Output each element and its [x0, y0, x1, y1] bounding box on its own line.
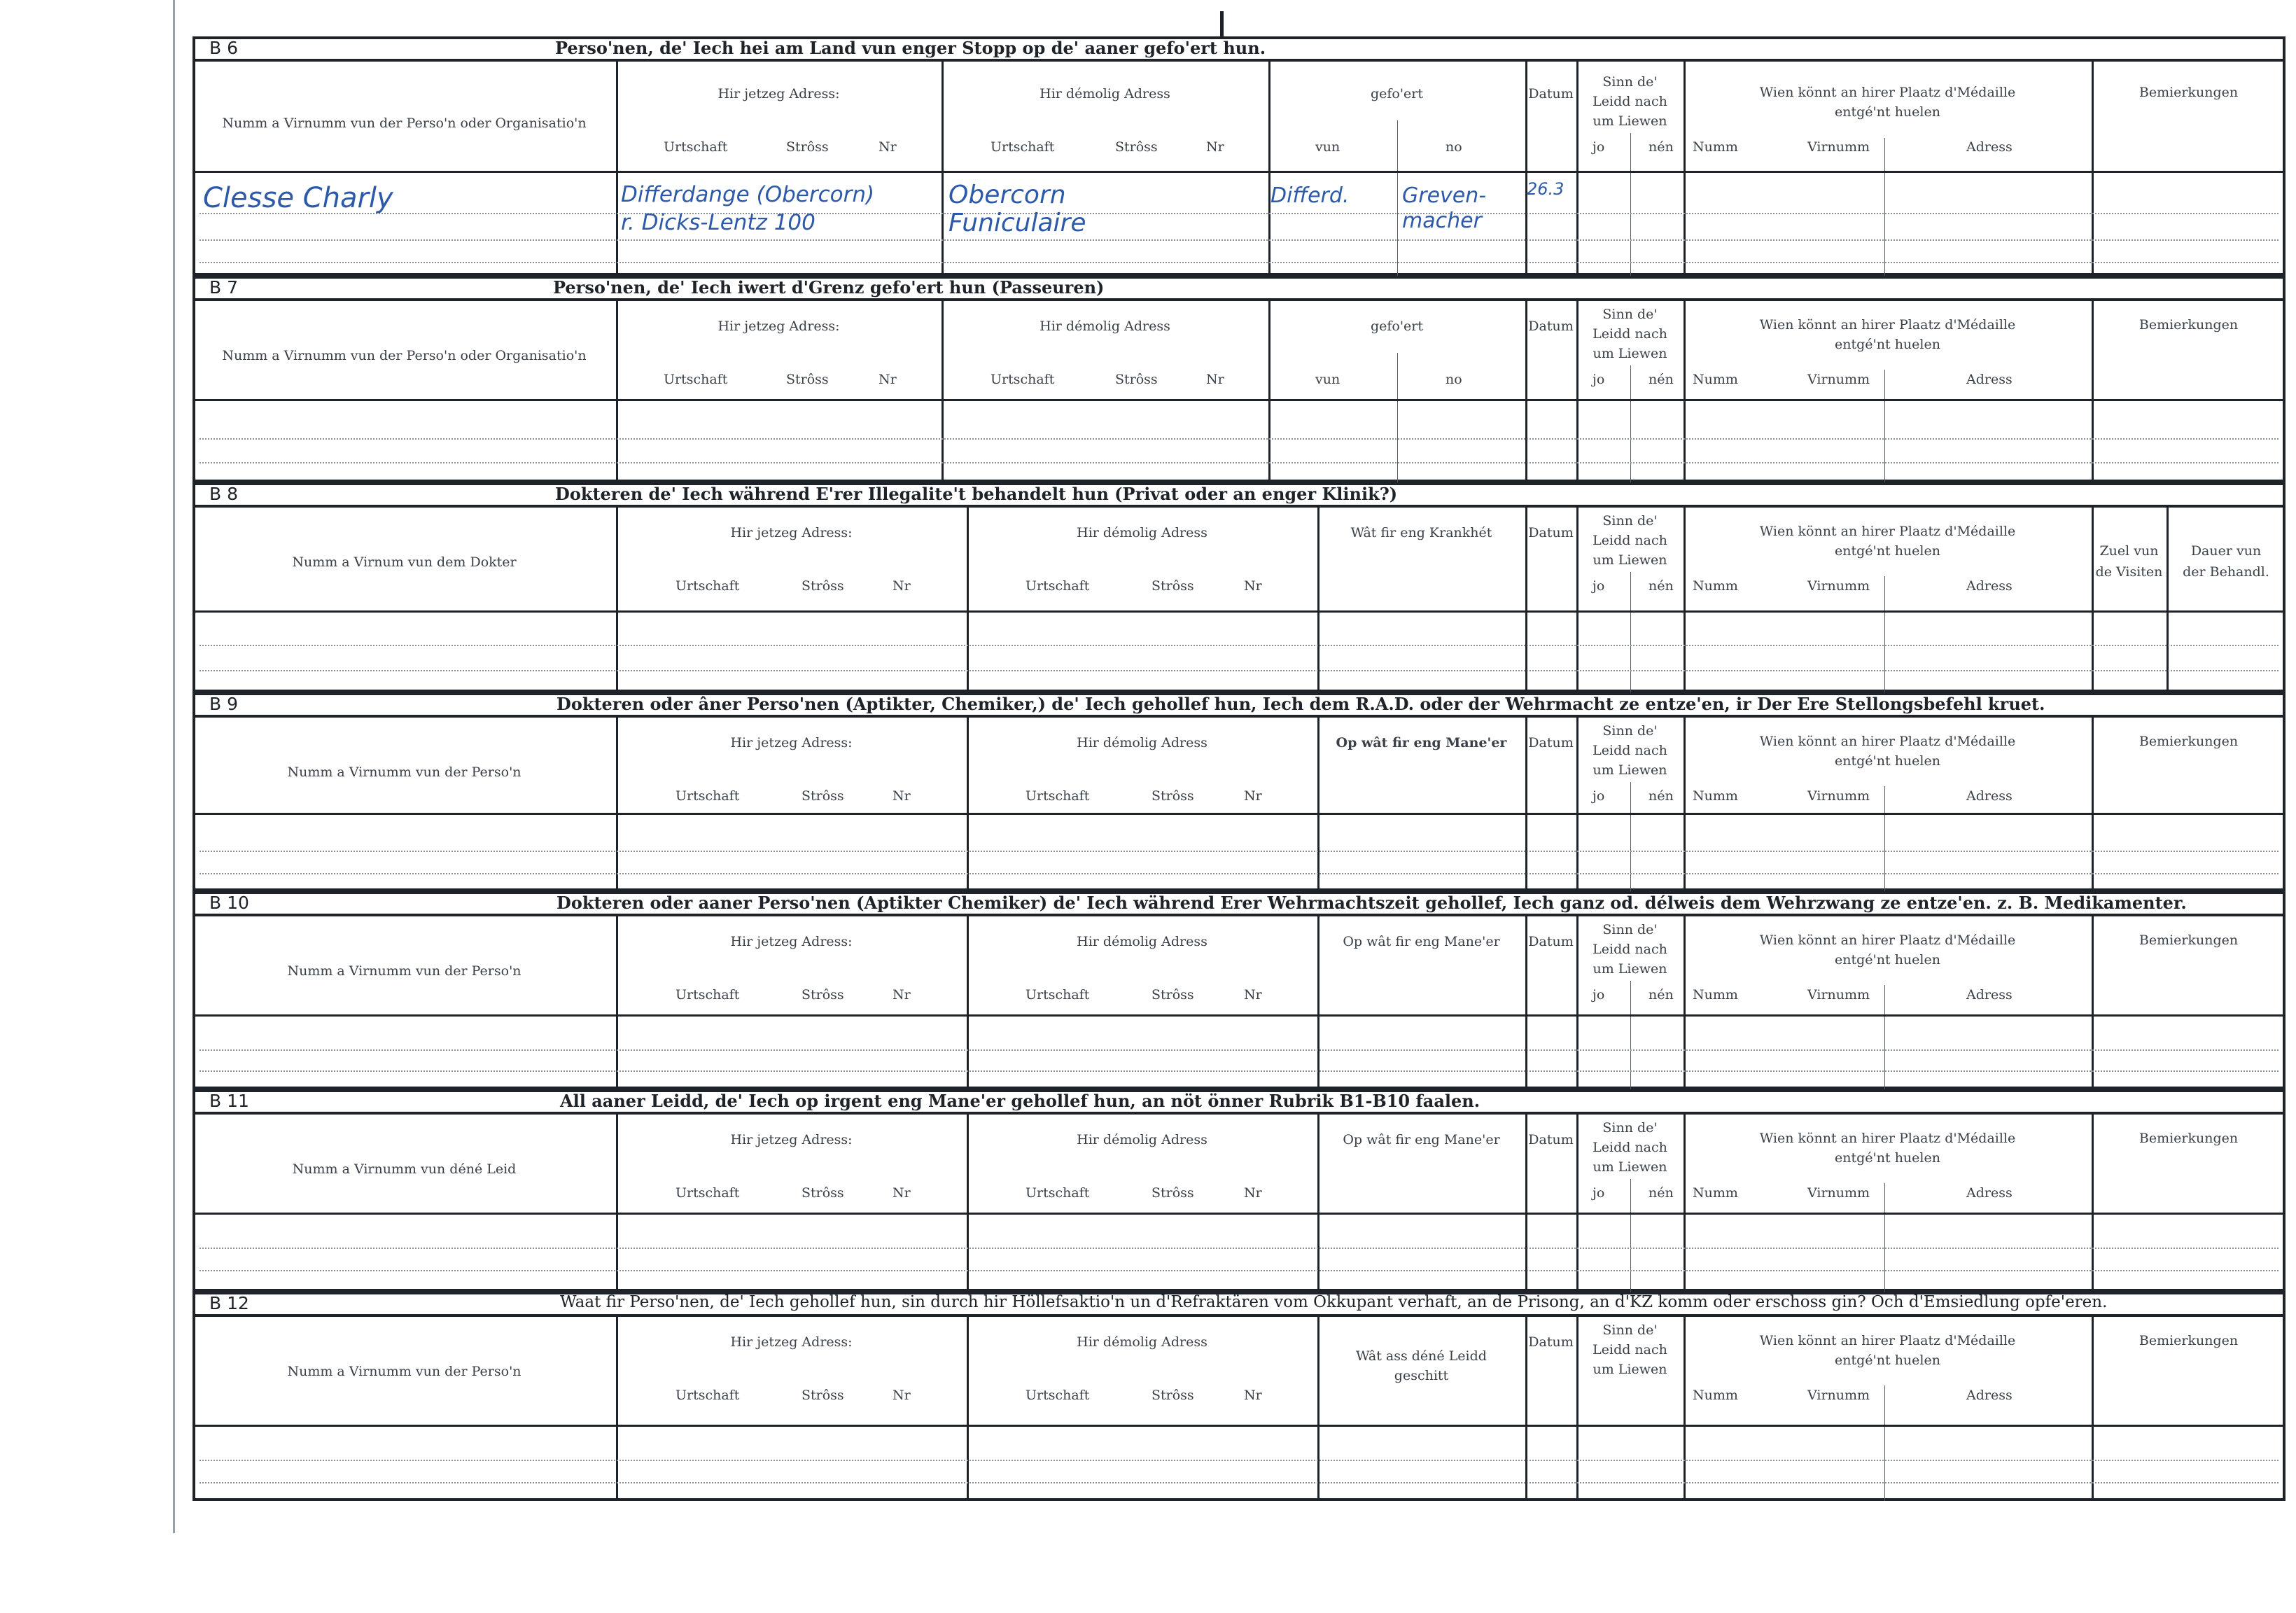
entry-line — [200, 1070, 2278, 1072]
col-header-present-address: Hir jetzeg Adress: — [718, 319, 840, 334]
sub-divider — [1630, 572, 1631, 692]
col-header-name: Numm a Virnumm vun der Perso'n — [287, 963, 522, 979]
sub-divider — [1630, 981, 1631, 1089]
col-header-name: Numm a Virnumm vun der Perso'n oder Organisatio'n — [222, 116, 587, 131]
col-header-number: Nr — [1244, 578, 1262, 594]
col-header-place: Urtschaft — [676, 1185, 740, 1201]
entry-to-l2: macher — [1402, 209, 1482, 233]
sub-divider — [1884, 138, 1885, 276]
sub-divider — [1884, 370, 1885, 482]
col-header-former-address: Hir démolig Adress — [1077, 1132, 1208, 1147]
col-header-alive-l2: Leidd nach — [1592, 94, 1667, 109]
col-header-alive-l3: um Liewen — [1592, 1159, 1667, 1175]
col-header-from: vun — [1315, 372, 1340, 387]
col-header-no: nén — [1648, 139, 1674, 155]
col-header-date: Datum — [1528, 525, 1574, 540]
col-header-yes: jo — [1592, 372, 1605, 387]
col-header-medal-name: Numm — [1693, 1185, 1738, 1201]
col-header-medal-l2: entgé'nt huelen — [1835, 104, 1940, 120]
sub-divider — [1884, 1385, 1885, 1501]
col-header-duration-l1: Dauer vun — [2190, 543, 2262, 559]
col-header-yes: jo — [1592, 139, 1605, 155]
sub-divider — [1884, 576, 1885, 692]
col-header-street: Strôss — [786, 139, 829, 155]
col-header-what-happened-l2: geschitt — [1394, 1368, 1449, 1383]
col-header-street: Strôss — [1115, 139, 1158, 155]
sub-divider — [1884, 1183, 1885, 1292]
col-header-number: Nr — [892, 1388, 911, 1403]
col-header-manner: Op wât fir eng Mane'er — [1343, 1132, 1500, 1147]
col-header-place: Urtschaft — [664, 372, 728, 387]
col-header-street: Strôss — [802, 788, 844, 804]
col-header-medal-l2: entgé'nt huelen — [1835, 1353, 1940, 1368]
entry-name: Clesse Charly — [203, 182, 393, 214]
entry-line — [200, 462, 2278, 463]
col-header-alive-l2: Leidd nach — [1592, 743, 1667, 758]
entry-line — [200, 438, 2278, 440]
col-header-guided: gefo'ert — [1370, 319, 1424, 334]
col-header-place: Urtschaft — [1026, 788, 1090, 804]
col-header-alive-l1: Sinn de' — [1602, 307, 1658, 322]
col-header-yes: jo — [1592, 578, 1605, 594]
col-header-alive-l2: Leidd nach — [1592, 326, 1667, 342]
col-header-medal-name: Numm — [1693, 788, 1738, 804]
col-header-alive-l1: Sinn de' — [1602, 513, 1658, 529]
col-header-street: Strôss — [802, 987, 844, 1003]
col-header-name: Numm a Virnumm vun der Perso'n — [287, 1364, 522, 1379]
section-title: All aaner Leidd, de' Iech op irgent eng Mane'er gehollef hun, an nöt önner Rubrik B1-B10 faalen. — [560, 1091, 1480, 1111]
col-header-alive-l3: um Liewen — [1592, 762, 1667, 778]
col-header-place: Urtschaft — [676, 578, 740, 594]
col-header-name: Numm a Virnumm vun der Perso'n oder Organisatio'n — [222, 348, 587, 363]
col-header-place: Urtschaft — [1026, 578, 1090, 594]
col-header-from: vun — [1315, 139, 1340, 155]
col-header-street: Strôss — [802, 578, 844, 594]
sub-divider — [1884, 985, 1885, 1089]
sub-divider — [1630, 1179, 1631, 1292]
col-header-medal-address: Adress — [1966, 987, 2012, 1003]
col-header-present-address: Hir jetzeg Adress: — [730, 1334, 853, 1350]
col-header-place: Urtschaft — [1026, 987, 1090, 1003]
col-header-medal-l2: entgé'nt huelen — [1835, 952, 1940, 968]
col-header-medal-l1: Wien könnt an hirer Plaatz d'Médaille — [1759, 85, 2016, 100]
entry-line — [200, 262, 2278, 263]
col-header-disease: Wât fir eng Krankhét — [1350, 525, 1492, 540]
col-header-visits-l2: de Visiten — [2095, 564, 2163, 580]
col-header-to: no — [1446, 372, 1462, 387]
header-bottom-rule — [192, 813, 2286, 815]
entry-line — [200, 1482, 2278, 1483]
col-header-number: Nr — [878, 372, 897, 387]
col-header-remarks: Bemierkungen — [2138, 933, 2239, 948]
col-header-number: Nr — [1206, 139, 1224, 155]
col-header-medal-firstname: Virnumm — [1807, 1185, 1870, 1201]
col-header-remarks: Bemierkungen — [2138, 1131, 2239, 1146]
col-header-present-address: Hir jetzeg Adress: — [730, 735, 853, 750]
col-header-place: Urtschaft — [1026, 1388, 1090, 1403]
col-header-manner: Op wât fir eng Mane'er — [1343, 934, 1500, 949]
entry-date: 26.3 — [1527, 179, 1564, 199]
col-divider — [2166, 508, 2169, 692]
entry-present-address-l1: Differdange (Obercorn) — [621, 182, 875, 207]
col-divider — [2092, 508, 2094, 692]
col-header-medal-l1: Wien könnt an hirer Plaatz d'Médaille — [1759, 734, 2016, 749]
entry-line — [200, 239, 2278, 241]
col-header-medal-address: Adress — [1966, 1185, 2012, 1201]
col-header-alive-l2: Leidd nach — [1592, 1140, 1667, 1155]
col-header-place: Urtschaft — [676, 1388, 740, 1403]
col-header-name: Numm a Virnumm vun der Perso'n — [287, 764, 522, 780]
section-b8 — [192, 482, 2286, 692]
col-header-former-address: Hir démolig Adress — [1040, 319, 1170, 334]
entry-line — [200, 873, 2278, 874]
col-header-former-address: Hir démolig Adress — [1077, 1334, 1208, 1350]
col-header-alive-l2: Leidd nach — [1592, 942, 1667, 957]
sub-divider — [1630, 133, 1631, 276]
col-header-number: Nr — [1244, 1185, 1262, 1201]
section-title-bar — [192, 1292, 2286, 1317]
col-header-date: Datum — [1528, 1132, 1574, 1147]
col-header-place: Urtschaft — [676, 987, 740, 1003]
col-header-medal-firstname: Virnumm — [1807, 578, 1870, 594]
col-header-medal-l2: entgé'nt huelen — [1835, 753, 1940, 769]
col-header-medal-address: Adress — [1966, 1388, 2012, 1403]
sub-divider — [1630, 365, 1631, 482]
col-header-street: Strôss — [1152, 1388, 1194, 1403]
col-header-street: Strôss — [1152, 987, 1194, 1003]
section-title-bar — [192, 891, 2286, 916]
col-header-medal-l1: Wien könnt an hirer Plaatz d'Médaille — [1759, 933, 2016, 948]
col-header-medal-name: Numm — [1693, 987, 1738, 1003]
col-header-no: nén — [1648, 788, 1674, 804]
col-header-present-address: Hir jetzeg Adress: — [730, 1132, 853, 1147]
col-header-street: Strôss — [1152, 788, 1194, 804]
col-header-street: Strôss — [1115, 372, 1158, 387]
col-header-alive-l2: Leidd nach — [1592, 1342, 1667, 1357]
col-header-to: no — [1446, 139, 1462, 155]
col-header-medal-firstname: Virnumm — [1807, 987, 1870, 1003]
sub-divider — [1884, 786, 1885, 891]
col-header-medal-address: Adress — [1966, 788, 2012, 804]
col-header-former-address: Hir démolig Adress — [1077, 525, 1208, 540]
section-title-bar — [192, 36, 2286, 62]
form-sheet — [192, 36, 2286, 1501]
header-bottom-rule — [192, 1425, 2286, 1427]
col-header-no: nén — [1648, 578, 1674, 594]
col-header-date: Datum — [1528, 934, 1574, 949]
col-header-alive-l3: um Liewen — [1592, 961, 1667, 977]
col-header-street: Strôss — [802, 1185, 844, 1201]
header-bottom-rule — [192, 171, 2286, 173]
section-title: Perso'nen, de' Iech hei am Land vun enger Stopp op de' aaner gefo'ert hun. — [555, 38, 1266, 58]
col-header-medal-name: Numm — [1693, 578, 1738, 594]
section-code: B 12 — [209, 1293, 249, 1313]
entry-former-address-l2: Funiculaire — [948, 209, 1086, 237]
entry-from: Differd. — [1270, 183, 1350, 208]
section-code: B 9 — [209, 694, 239, 714]
entry-former-address-l1: Obercorn — [948, 181, 1066, 209]
col-header-date: Datum — [1528, 735, 1574, 750]
col-header-medal-name: Numm — [1693, 1388, 1738, 1403]
section-b10 — [192, 891, 2286, 1089]
col-header-duration-l2: der Behandl. — [2183, 564, 2269, 580]
col-header-place: Urtschaft — [1026, 1185, 1090, 1201]
section-title: Waat fir Perso'nen, de' Iech gehollef hun, sin durch hir Höllefsaktio'n un d'Refraktären vom Okkupant verhaft, an de Prisong, an d'KZ komm oder erschoss gin? Och d'Emsiedlung opfe'eren. — [560, 1293, 2108, 1311]
col-header-medal-firstname: Virnumm — [1807, 372, 1870, 387]
section-title-bar — [192, 692, 2286, 718]
col-header-street: Strôss — [1152, 1185, 1194, 1201]
col-header-medal-l2: entgé'nt huelen — [1835, 337, 1940, 352]
col-header-guided: gefo'ert — [1370, 86, 1424, 102]
col-header-former-address: Hir démolig Adress — [1040, 86, 1170, 102]
col-header-name: Numm a Virnum vun dem Dokter — [292, 554, 517, 570]
col-header-remarks: Bemierkungen — [2138, 85, 2239, 100]
col-header-medal-l1: Wien könnt an hirer Plaatz d'Médaille — [1759, 1131, 2016, 1146]
page-binding-rule — [173, 0, 175, 1533]
col-header-remarks: Bemierkungen — [2138, 317, 2239, 333]
col-header-street: Strôss — [786, 372, 829, 387]
col-header-alive-l1: Sinn de' — [1602, 922, 1658, 937]
col-header-alive-l3: um Liewen — [1592, 1362, 1667, 1377]
section-title-bar — [192, 482, 2286, 508]
section-b7 — [192, 276, 2286, 482]
col-header-medal-l1: Wien könnt an hirer Plaatz d'Médaille — [1759, 317, 2016, 333]
crop-mark — [1220, 11, 1224, 36]
col-header-number: Nr — [878, 139, 897, 155]
col-header-medal-address: Adress — [1966, 372, 2012, 387]
col-header-present-address: Hir jetzeg Adress: — [730, 525, 853, 540]
section-title: Dokteren oder aaner Perso'nen (Aptikter Chemiker) de' Iech während Erer Wehrmachtszeit gehollef, Iech ganz od. délweis dem Wehrzwang ze entze'en. z. B. Medikamenter. — [556, 893, 2187, 913]
col-header-place: Urtschaft — [664, 139, 728, 155]
col-header-present-address: Hir jetzeg Adress: — [718, 86, 840, 102]
sub-divider — [1397, 120, 1398, 276]
col-header-number: Nr — [1244, 987, 1262, 1003]
col-header-alive-l1: Sinn de' — [1602, 723, 1658, 739]
section-title-bar — [192, 276, 2286, 301]
col-header-no: nén — [1648, 987, 1674, 1003]
col-header-remarks: Bemierkungen — [2138, 1333, 2239, 1348]
col-header-name: Numm a Virnumm vun déné Leid — [292, 1161, 517, 1177]
col-header-number: Nr — [892, 1185, 911, 1201]
entry-line — [200, 1270, 2278, 1271]
section-b11 — [192, 1089, 2286, 1292]
col-divider — [1317, 1317, 1320, 1501]
col-header-alive-l1: Sinn de' — [1602, 1322, 1658, 1338]
col-header-former-address: Hir démolig Adress — [1077, 735, 1208, 750]
section-b6 — [192, 36, 2286, 276]
col-header-number: Nr — [892, 788, 911, 804]
col-header-medal-firstname: Virnumm — [1807, 1388, 1870, 1403]
entry-line — [200, 1460, 2278, 1461]
section-code: B 6 — [209, 38, 239, 58]
section-title: Dokteren oder âner Perso'nen (Aptikter, Chemiker,) de' Iech gehollef hun, Iech dem R.A.D. oder der Wehrmacht ze entze'en, ir Der Ere Stellongsbefehl kruet. — [556, 694, 2045, 714]
col-header-alive-l3: um Liewen — [1592, 113, 1667, 129]
section-title: Dokteren de' Iech während E'rer Illegalite't behandelt hun (Privat oder an enger Klinik?) — [555, 484, 1398, 504]
entry-line — [200, 1049, 2278, 1051]
col-header-visits-l1: Zuel vun — [2099, 543, 2159, 559]
header-bottom-rule — [192, 610, 2286, 613]
col-header-no: nén — [1648, 372, 1674, 387]
entry-line — [200, 851, 2278, 852]
section-b12 — [192, 1292, 2286, 1501]
col-header-remarks: Bemierkungen — [2138, 734, 2239, 749]
col-header-medal-name: Numm — [1693, 139, 1738, 155]
col-header-alive-l2: Leidd nach — [1592, 533, 1667, 548]
col-header-alive-l1: Sinn de' — [1602, 74, 1658, 90]
section-title: Perso'nen, de' Iech iwert d'Grenz gefo'ert hun (Passeuren) — [553, 277, 1105, 298]
entry-line — [200, 670, 2278, 671]
section-code: B 8 — [209, 484, 239, 504]
col-header-former-address: Hir démolig Adress — [1077, 934, 1208, 949]
col-header-alive-l3: um Liewen — [1592, 552, 1667, 568]
col-header-street: Strôss — [1152, 578, 1194, 594]
col-header-medal-l1: Wien könnt an hirer Plaatz d'Médaille — [1759, 1333, 2016, 1348]
col-header-date: Datum — [1528, 86, 1574, 102]
header-bottom-rule — [192, 399, 2286, 401]
header-bottom-rule — [192, 1213, 2286, 1215]
col-header-place: Urtschaft — [676, 788, 740, 804]
col-header-number: Nr — [892, 578, 911, 594]
col-header-no: nén — [1648, 1185, 1674, 1201]
col-header-medal-l1: Wien könnt an hirer Plaatz d'Médaille — [1759, 524, 2016, 539]
col-header-what-happened-l1: Wât ass déné Leidd — [1356, 1348, 1487, 1364]
section-b9 — [192, 692, 2286, 891]
col-header-number: Nr — [1206, 372, 1224, 387]
col-header-street: Strôss — [802, 1388, 844, 1403]
section-code: B 7 — [209, 277, 239, 298]
entry-to-l1: Greven- — [1402, 183, 1487, 208]
col-header-place: Urtschaft — [990, 139, 1055, 155]
entry-present-address-l2: r. Dicks-Lentz 100 — [621, 210, 816, 235]
col-header-medal-name: Numm — [1693, 372, 1738, 387]
entry-line — [200, 1248, 2278, 1249]
col-header-alive-l1: Sinn de' — [1602, 1120, 1658, 1136]
col-header-yes: jo — [1592, 788, 1605, 804]
col-header-yes: jo — [1592, 987, 1605, 1003]
col-header-manner: Op wât fir eng Mane'er — [1336, 735, 1507, 750]
col-header-medal-firstname: Virnumm — [1807, 139, 1870, 155]
section-code: B 10 — [209, 893, 249, 913]
col-header-number: Nr — [1244, 1388, 1262, 1403]
col-header-medal-firstname: Virnumm — [1807, 788, 1870, 804]
entry-line — [200, 213, 2278, 214]
col-header-medal-l2: entgé'nt huelen — [1835, 1150, 1940, 1166]
col-header-date: Datum — [1528, 1334, 1574, 1350]
col-header-medal-address: Adress — [1966, 578, 2012, 594]
col-header-present-address: Hir jetzeg Adress: — [730, 934, 853, 949]
col-header-place: Urtschaft — [990, 372, 1055, 387]
entry-line — [200, 645, 2278, 646]
col-header-medal-address: Adress — [1966, 139, 2012, 155]
col-header-number: Nr — [1244, 788, 1262, 804]
header-bottom-rule — [192, 1014, 2286, 1017]
col-header-medal-l2: entgé'nt huelen — [1835, 543, 1940, 559]
sub-divider — [1630, 782, 1631, 891]
col-header-number: Nr — [892, 987, 911, 1003]
col-header-date: Datum — [1528, 319, 1574, 334]
col-header-alive-l3: um Liewen — [1592, 346, 1667, 361]
section-title-bar — [192, 1089, 2286, 1115]
col-header-yes: jo — [1592, 1185, 1605, 1201]
section-code: B 11 — [209, 1091, 249, 1111]
